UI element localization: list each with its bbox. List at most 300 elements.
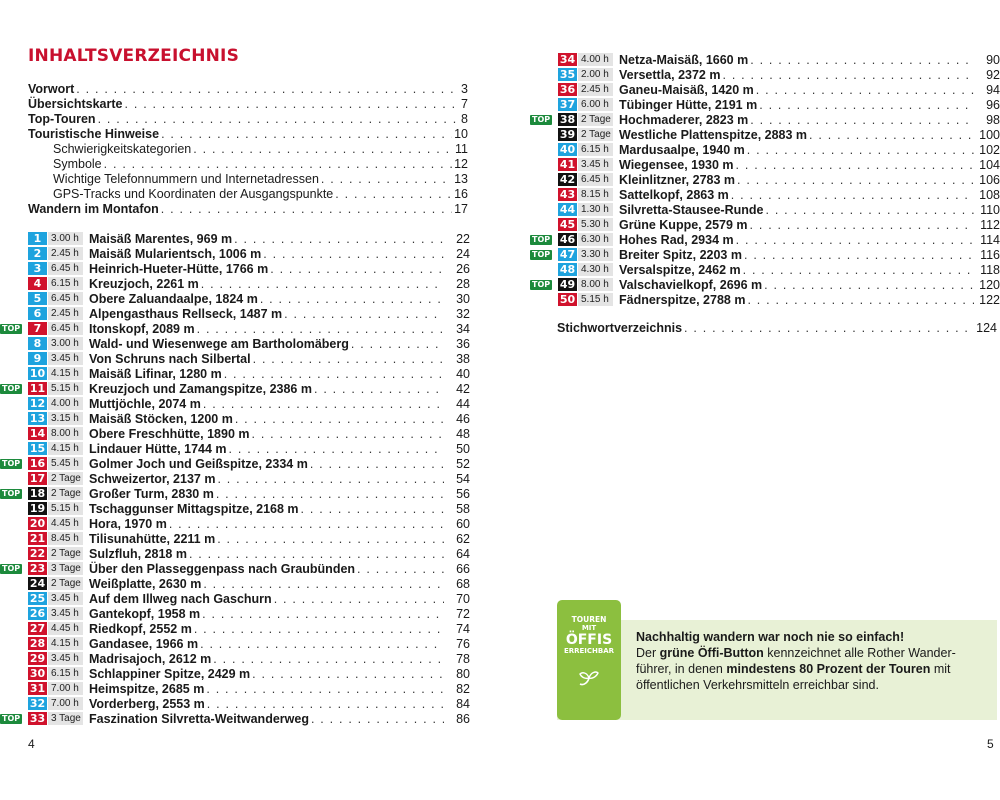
tour-number: 12 xyxy=(29,397,46,410)
info-t2: kennzeichnet alle Rother Wanderführer, in denen xyxy=(636,646,956,676)
tour-row[interactable] xyxy=(530,262,1000,277)
tour-row[interactable] xyxy=(0,621,470,636)
leader-dots xyxy=(161,127,452,142)
tour-page: 46 xyxy=(456,411,470,426)
tour-duration: 4.00 h xyxy=(48,397,83,410)
top-badge: TOP xyxy=(2,383,21,393)
tour-name: Lindauer Hütte, 1744 m xyxy=(89,441,227,456)
tour-row[interactable] xyxy=(0,591,470,606)
tour-duration: 4.15 h xyxy=(48,367,83,380)
tour-row[interactable] xyxy=(530,67,1000,82)
tour-name: Ganeu-Maisäß, 1420 m xyxy=(619,82,754,97)
tour-name: Heinrich-Hueter-Hütte, 1766 m xyxy=(89,261,269,276)
toc-row[interactable] xyxy=(557,321,997,336)
tour-number: 10 xyxy=(29,367,46,380)
tour-number: 33 xyxy=(29,712,46,725)
tour-name: Madrisajoch, 2612 m xyxy=(89,651,212,666)
tour-name: Silvretta-Stausee-Runde xyxy=(619,202,764,217)
leader-dots xyxy=(736,233,974,247)
info-t1: Der xyxy=(636,646,660,660)
leader-dots xyxy=(224,367,444,381)
tour-number: 35 xyxy=(559,68,576,81)
tour-page: 78 xyxy=(456,651,470,666)
top-cell xyxy=(0,489,28,499)
toc-page: 11 xyxy=(455,142,468,156)
page-title: INHALTSVERZEICHNIS xyxy=(28,46,240,66)
tour-name: Alpengasthaus Rellseck, 1487 m xyxy=(89,306,283,321)
tour-page: 34 xyxy=(456,321,470,336)
tour-row[interactable] xyxy=(0,531,470,546)
tour-number: 21 xyxy=(29,532,46,545)
tour-row[interactable] xyxy=(530,112,1000,127)
tour-row[interactable] xyxy=(530,247,1000,262)
tour-duration: 3 Tage xyxy=(48,562,83,575)
tour-number: 23 xyxy=(29,562,46,575)
leader-dots xyxy=(104,157,452,172)
tour-page: 102 xyxy=(979,142,1000,157)
tour-row[interactable] xyxy=(0,471,470,486)
tour-row[interactable] xyxy=(530,157,1000,172)
tour-row[interactable] xyxy=(0,501,470,516)
tour-row[interactable] xyxy=(0,276,470,291)
tour-row[interactable] xyxy=(0,546,470,561)
tour-page: 98 xyxy=(986,112,1000,127)
tour-page: 90 xyxy=(986,52,1000,67)
tour-number: 44 xyxy=(559,203,576,216)
tour-duration: 2 Tage xyxy=(48,472,83,485)
leader-dots xyxy=(684,321,974,336)
tour-name: Hohes Rad, 2934 m xyxy=(619,232,734,247)
tour-name: Wald- und Wiesenwege am Bartholomäberg xyxy=(89,336,349,351)
tour-row[interactable] xyxy=(530,97,1000,112)
tour-name: Über den Plasseggenpass nach Graubünden xyxy=(89,561,356,576)
tour-duration: 2.45 h xyxy=(578,83,613,96)
tour-row[interactable] xyxy=(0,456,470,471)
top-cell xyxy=(530,235,558,245)
tour-name: Valschavielkopf, 2696 m xyxy=(619,277,763,292)
tour-name: Faszination Silvretta-Weitwanderweg xyxy=(89,711,309,726)
tour-name: Tschaggunser Mittagspitze, 2168 m xyxy=(89,501,299,516)
tour-page: 50 xyxy=(456,441,470,456)
leader-dots xyxy=(270,262,444,276)
tour-number: 46 xyxy=(559,233,576,246)
tour-duration: 6.00 h xyxy=(578,98,613,111)
leader-dots xyxy=(310,457,444,471)
top-cell xyxy=(0,324,28,334)
tour-duration: 5.45 h xyxy=(48,457,83,470)
leader-dots xyxy=(203,397,444,411)
tour-row[interactable] xyxy=(0,246,470,261)
tour-duration: 5.30 h xyxy=(578,218,613,231)
leader-dots xyxy=(169,517,444,531)
leader-dots xyxy=(750,53,974,67)
tour-page: 92 xyxy=(986,67,1000,82)
tour-duration: 8.15 h xyxy=(578,188,613,201)
tour-duration: 5.15 h xyxy=(578,293,613,306)
tour-page: 64 xyxy=(456,546,470,561)
tour-page: 32 xyxy=(456,306,470,321)
toc-row[interactable] xyxy=(28,127,468,142)
badge-line2: MIT xyxy=(581,624,597,632)
tour-row[interactable] xyxy=(0,696,470,711)
tour-row[interactable] xyxy=(0,576,470,591)
tour-row[interactable] xyxy=(0,426,470,441)
toc-row[interactable] xyxy=(28,157,468,172)
tour-row[interactable] xyxy=(530,217,1000,232)
leader-dots xyxy=(284,307,444,321)
tour-number: 17 xyxy=(29,472,46,485)
tour-page: 66 xyxy=(456,561,470,576)
top-badge: TOP xyxy=(532,114,551,124)
tour-name: Maisäß Lifinar, 1280 m xyxy=(89,366,222,381)
tour-name: Maisäß Marentes, 969 m xyxy=(89,231,233,246)
tour-name: Schlappiner Spitze, 2429 m xyxy=(89,666,251,681)
toc-page: 12 xyxy=(454,157,468,171)
leader-dots xyxy=(252,667,444,681)
info-b1: grüne Öffi-Button xyxy=(659,646,764,660)
tour-row[interactable] xyxy=(530,292,1000,307)
leader-dots xyxy=(213,652,444,666)
tour-row[interactable] xyxy=(0,681,470,696)
tour-duration: 3.45 h xyxy=(48,592,83,605)
tour-page: 70 xyxy=(456,591,470,606)
tour-duration: 3.00 h xyxy=(48,232,83,245)
tour-row[interactable] xyxy=(0,666,470,681)
tour-name: Gandasee, 1966 m xyxy=(89,636,199,651)
info-headline: Nachhaltig wandern war noch nie so einfach! xyxy=(636,630,905,644)
tour-name: Riedkopf, 2552 m xyxy=(89,621,192,636)
tour-duration: 3.00 h xyxy=(48,337,83,350)
page-number-left: 4 xyxy=(28,737,35,751)
top-cell xyxy=(0,564,28,574)
tour-duration: 6.15 h xyxy=(48,277,83,290)
top-badge: TOP xyxy=(532,234,551,244)
top-cell xyxy=(0,714,28,724)
tour-number: 20 xyxy=(29,517,46,530)
leader-dots xyxy=(197,322,444,336)
tour-page: 24 xyxy=(456,246,470,261)
tour-number: 32 xyxy=(29,697,46,710)
tour-number: 9 xyxy=(28,352,47,365)
tour-name: Obere Freschhütte, 1890 m xyxy=(89,426,250,441)
tour-row[interactable] xyxy=(0,306,470,321)
tour-duration: 3 Tage xyxy=(48,712,83,725)
tour-number: 11 xyxy=(29,382,46,395)
tour-name: Kleinlitzner, 2783 m xyxy=(619,172,736,187)
info-t3: mit öffentlichen Verkehrsmitteln erreichbar sind. xyxy=(636,662,951,692)
tour-name: Gantekopf, 1958 m xyxy=(89,606,201,621)
tour-duration: 7.00 h xyxy=(48,682,83,695)
tour-number: 14 xyxy=(29,427,46,440)
tour-row[interactable] xyxy=(530,142,1000,157)
tour-list-left xyxy=(0,231,470,726)
top-badge: TOP xyxy=(532,279,551,289)
oeffi-badge xyxy=(557,600,621,720)
tour-page: 120 xyxy=(979,277,1000,292)
toc-label: Touristische Hinweise xyxy=(28,127,160,141)
tour-page: 104 xyxy=(979,157,1000,172)
info-text xyxy=(636,629,986,693)
tour-duration: 1.30 h xyxy=(578,203,613,216)
top-cell xyxy=(530,250,558,260)
leader-dots xyxy=(744,248,974,262)
tour-page: 56 xyxy=(456,486,470,501)
tour-number: 27 xyxy=(29,622,46,635)
toc-page: 7 xyxy=(461,97,468,111)
leader-dots xyxy=(125,97,460,112)
leader-dots xyxy=(263,247,444,261)
tour-page: 84 xyxy=(456,696,470,711)
leader-dots xyxy=(809,128,974,142)
toc-page: 124 xyxy=(976,321,997,335)
toc-page: 13 xyxy=(454,172,468,186)
tour-row[interactable] xyxy=(0,366,470,381)
leader-dots xyxy=(736,158,974,172)
tour-number: 13 xyxy=(29,412,46,425)
tour-page: 80 xyxy=(456,666,470,681)
leader-dots xyxy=(200,637,444,651)
info-body xyxy=(636,645,986,693)
tour-row[interactable] xyxy=(530,232,1000,247)
tour-number: 47 xyxy=(559,248,576,261)
top-cell xyxy=(530,280,558,290)
tour-row[interactable] xyxy=(530,127,1000,142)
tour-page: 114 xyxy=(980,232,1000,247)
tour-page: 72 xyxy=(456,606,470,621)
toc-label: Schwierigkeitskategorien xyxy=(53,142,192,156)
tour-row[interactable] xyxy=(530,187,1000,202)
tour-number: 5 xyxy=(28,292,47,305)
tour-name: Grüne Kuppe, 2579 m xyxy=(619,217,748,232)
tour-page: 38 xyxy=(456,351,470,366)
tour-row[interactable] xyxy=(0,231,470,246)
tour-page: 118 xyxy=(980,262,1000,277)
toc-row[interactable] xyxy=(28,97,468,112)
tour-name: Hochmaderer, 2823 m xyxy=(619,112,749,127)
tour-number: 22 xyxy=(29,547,46,560)
tour-page: 82 xyxy=(456,681,470,696)
tour-row[interactable] xyxy=(0,651,470,666)
tour-duration: 6.15 h xyxy=(578,143,613,156)
tour-duration: 8.45 h xyxy=(48,532,83,545)
tour-row[interactable] xyxy=(0,381,470,396)
toc-label: Stichwortverzeichnis xyxy=(557,321,683,335)
leader-dots xyxy=(193,142,453,157)
tour-number: 1 xyxy=(28,232,47,245)
tour-duration: 2 Tage xyxy=(48,577,83,590)
tour-row[interactable] xyxy=(0,636,470,651)
toc-page: 3 xyxy=(461,82,468,96)
tour-duration: 3.45 h xyxy=(48,652,83,665)
tour-number: 16 xyxy=(29,457,46,470)
leader-dots xyxy=(217,472,444,486)
tour-name: Großer Turm, 2830 m xyxy=(89,486,214,501)
toc-label: GPS-Tracks und Koordinaten der Ausgangspunkte xyxy=(53,187,334,201)
tour-row[interactable] xyxy=(0,606,470,621)
tour-row[interactable] xyxy=(0,336,470,351)
tour-page: 74 xyxy=(456,621,470,636)
tour-page: 58 xyxy=(456,501,470,516)
toc-page: 16 xyxy=(454,187,468,201)
top-cell xyxy=(0,459,28,469)
tour-row[interactable] xyxy=(530,82,1000,97)
tour-row[interactable] xyxy=(0,711,470,726)
tour-duration: 6.15 h xyxy=(48,667,83,680)
tour-page: 76 xyxy=(456,636,470,651)
tour-name: Obere Zaluandaalpe, 1824 m xyxy=(89,291,258,306)
top-badge: TOP xyxy=(2,713,21,723)
top-badge: TOP xyxy=(2,488,21,498)
leader-dots xyxy=(98,112,459,127)
leader-dots xyxy=(216,487,444,501)
toc-page: 8 xyxy=(461,112,468,126)
tour-duration: 3.45 h xyxy=(578,158,613,171)
tour-page: 48 xyxy=(456,426,470,441)
tour-duration: 2 Tage xyxy=(48,547,83,560)
tour-name: Maisäß Mularientsch, 1006 m xyxy=(89,246,262,261)
toc-label: Wandern im Montafon xyxy=(28,202,159,216)
tour-name: Hora, 1970 m xyxy=(89,516,167,531)
toc-row[interactable] xyxy=(28,142,468,157)
leader-dots xyxy=(161,202,452,217)
tour-duration: 6.30 h xyxy=(578,233,613,246)
tour-row[interactable] xyxy=(530,277,1000,292)
tour-name: Netza-Maisäß, 1660 m xyxy=(619,52,749,67)
tour-number: 36 xyxy=(559,83,576,96)
tour-duration: 8.00 h xyxy=(578,278,613,291)
tour-page: 122 xyxy=(979,292,1000,307)
tour-row[interactable] xyxy=(0,516,470,531)
tour-row[interactable] xyxy=(0,291,470,306)
tour-number: 45 xyxy=(559,218,576,231)
leader-dots xyxy=(251,427,444,441)
tour-duration: 4.45 h xyxy=(48,622,83,635)
tour-page: 60 xyxy=(456,516,470,531)
tour-row[interactable] xyxy=(530,172,1000,187)
tour-name: Versettla, 2372 m xyxy=(619,67,721,82)
tour-name: Tübinger Hütte, 2191 m xyxy=(619,97,758,112)
tour-duration: 5.15 h xyxy=(48,502,83,515)
leader-dots xyxy=(274,592,444,606)
tour-row[interactable] xyxy=(0,351,470,366)
leader-dots xyxy=(737,173,974,187)
toc-row[interactable] xyxy=(28,112,468,127)
tour-row[interactable] xyxy=(0,411,470,426)
toc-page: 17 xyxy=(454,202,468,216)
tour-row[interactable] xyxy=(0,396,470,411)
badge-line3: ÖFFIS xyxy=(565,632,613,648)
tour-row[interactable] xyxy=(0,486,470,501)
toc-row[interactable] xyxy=(28,202,468,217)
tour-duration: 2 Tage xyxy=(48,487,83,500)
toc-row[interactable] xyxy=(28,172,468,187)
tour-page: 96 xyxy=(986,97,1000,112)
tour-page: 116 xyxy=(980,247,1000,262)
leader-dots xyxy=(311,712,444,726)
tour-duration: 2 Tage xyxy=(578,113,613,126)
tour-number: 3 xyxy=(28,262,47,275)
info-b2: mindestens 80 Prozent der Touren xyxy=(726,662,931,676)
tour-name: Vorderberg, 2553 m xyxy=(89,696,205,711)
leader-dots xyxy=(235,412,444,426)
tour-duration: 6.45 h xyxy=(48,322,83,335)
tour-name: Mardusaalpe, 1940 m xyxy=(619,142,745,157)
top-cell xyxy=(530,115,558,125)
tour-row[interactable] xyxy=(530,52,1000,67)
tour-page: 36 xyxy=(456,336,470,351)
tour-row[interactable] xyxy=(530,202,1000,217)
tour-row[interactable] xyxy=(0,441,470,456)
tour-name: Wiegensee, 1930 m xyxy=(619,157,734,172)
leader-dots xyxy=(76,82,459,97)
top-badge: TOP xyxy=(2,458,21,468)
tour-duration: 3.15 h xyxy=(48,412,83,425)
tour-name: Kreuzjoch und Zamangspitze, 2386 m xyxy=(89,381,312,396)
leader-dots xyxy=(234,232,444,246)
tour-name: Maisäß Stöcken, 1200 m xyxy=(89,411,233,426)
leader-dots xyxy=(321,172,452,187)
tour-name: Westliche Plattenspitze, 2883 m xyxy=(619,127,808,142)
toc-list xyxy=(28,82,468,217)
leader-dots xyxy=(756,83,974,97)
tour-name: Breiter Spitz, 2203 m xyxy=(619,247,742,262)
tour-number: 43 xyxy=(559,188,576,201)
tour-number: 50 xyxy=(559,293,576,306)
top-cell xyxy=(0,384,28,394)
tour-row[interactable] xyxy=(0,321,470,336)
tour-page: 30 xyxy=(456,291,470,306)
tour-number: 2 xyxy=(28,247,47,260)
tour-name: Versalspitze, 2462 m xyxy=(619,262,741,277)
leaf-icon xyxy=(576,668,602,688)
tour-row[interactable] xyxy=(0,561,470,576)
leader-dots xyxy=(189,547,444,561)
leader-dots xyxy=(747,293,974,307)
tour-number: 8 xyxy=(28,337,47,350)
tour-page: 62 xyxy=(456,531,470,546)
tour-duration: 2.45 h xyxy=(48,307,83,320)
toc-page: 10 xyxy=(454,127,468,141)
tour-name: Golmer Joch und Geißspitze, 2334 m xyxy=(89,456,308,471)
tour-number: 7 xyxy=(28,322,47,335)
tour-number: 31 xyxy=(29,682,46,695)
tour-number: 28 xyxy=(29,637,46,650)
tour-number: 26 xyxy=(29,607,46,620)
tour-name: Weißplatte, 2630 m xyxy=(89,576,202,591)
tour-row[interactable] xyxy=(0,261,470,276)
badge-line1: TOUREN xyxy=(571,615,607,624)
tour-name: Kreuzjoch, 2261 m xyxy=(89,276,199,291)
tour-duration: 4.15 h xyxy=(48,637,83,650)
index-entry xyxy=(557,321,997,336)
tour-duration: 4.00 h xyxy=(578,53,613,66)
tour-duration: 6.45 h xyxy=(578,173,613,186)
tour-page: 54 xyxy=(456,471,470,486)
toc-row[interactable] xyxy=(28,187,468,202)
tour-duration: 4.30 h xyxy=(578,263,613,276)
tour-page: 110 xyxy=(980,202,1000,217)
leader-dots xyxy=(202,607,444,621)
toc-row[interactable] xyxy=(28,82,468,97)
tour-duration: 3.45 h xyxy=(48,607,83,620)
tour-number: 15 xyxy=(29,442,46,455)
badge-line4: ERREICHBAR xyxy=(563,647,615,655)
tour-page: 44 xyxy=(456,396,470,411)
tour-page: 86 xyxy=(456,711,470,726)
tour-duration: 3.30 h xyxy=(578,248,613,261)
tour-duration: 2.00 h xyxy=(578,68,613,81)
tour-page: 42 xyxy=(456,381,470,396)
